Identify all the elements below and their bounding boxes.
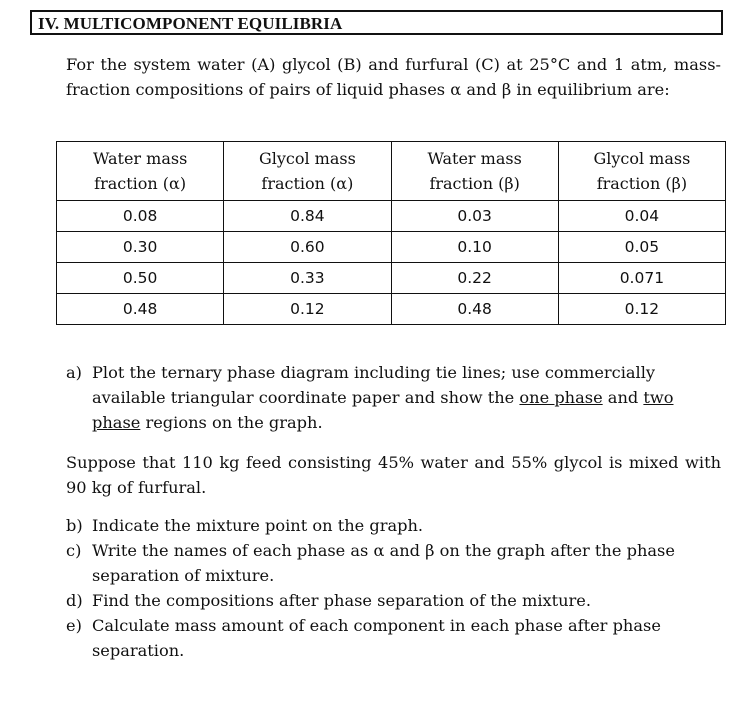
question-letter: d) — [66, 591, 83, 610]
table-cell: 0.071 — [558, 263, 725, 294]
question-a-text-2: and — [602, 388, 644, 407]
question-a-text-3: regions on the graph. — [140, 413, 323, 432]
equilibrium-table — [56, 141, 726, 325]
section-header — [30, 10, 723, 35]
question-item — [66, 588, 721, 613]
header-water-beta: Water mass fraction (β) — [391, 142, 558, 201]
table-cell: 0.12 — [224, 294, 391, 325]
question-letter: c) — [66, 541, 82, 560]
table-cell: 0.60 — [224, 232, 391, 263]
table-cell: 0.04 — [558, 201, 725, 232]
question-letter: a) — [66, 363, 82, 382]
table-cell: 0.22 — [391, 263, 558, 294]
question-letter: b) — [66, 516, 83, 535]
question-text: Calculate mass amount of each component in each phase after phase separation. — [92, 616, 661, 660]
table-cell: 0.12 — [558, 294, 725, 325]
question-item — [66, 613, 721, 663]
table-cell: 0.84 — [224, 201, 391, 232]
question-text: Write the names of each phase as α and β on the graph after the phase separation of mixture. — [92, 541, 675, 585]
question-letter: e) — [66, 616, 82, 635]
section-title: IV. MULTICOMPONENT EQUILIBRIA — [38, 14, 343, 33]
question-item — [66, 513, 721, 538]
intro-paragraph: For the system water (A) glycol (B) and furfural (C) at 25°C and 1 atm, mass-fraction compositions of pairs of liquid phases α and β in equilibrium are: — [66, 55, 721, 99]
table-cell: 0.10 — [391, 232, 558, 263]
question-a-item — [66, 360, 721, 435]
header-glycol-beta: Glycol mass fraction (β) — [558, 142, 725, 201]
header-glycol-alpha: Glycol mass fraction (α) — [224, 142, 391, 201]
table-row — [57, 232, 726, 263]
question-list — [66, 513, 721, 663]
table-header-row — [57, 142, 726, 201]
question-text: Find the compositions after phase separation of the mixture. — [92, 591, 592, 610]
question-a — [66, 360, 721, 435]
feed-paragraph: Suppose that 110 kg feed consisting 45% water and 55% glycol is mixed with 90 kg of furfural. — [66, 453, 721, 497]
table-cell: 0.48 — [391, 294, 558, 325]
table-row — [57, 294, 726, 325]
table-cell: 0.50 — [57, 263, 224, 294]
table-cell: 0.05 — [558, 232, 725, 263]
one-phase-term: one phase — [519, 388, 603, 407]
question-text: Indicate the mixture point on the graph. — [92, 516, 424, 535]
question-item — [66, 538, 721, 588]
table-cell: 0.33 — [224, 263, 391, 294]
table-cell: 0.48 — [57, 294, 224, 325]
two-phase-term: two phase — [92, 388, 674, 432]
table-cell: 0.08 — [57, 201, 224, 232]
question-a-text-1: Plot the ternary phase diagram including tie lines; use commercially available triangular coordinate paper and show the — [92, 363, 656, 407]
table-cell: 0.03 — [391, 201, 558, 232]
table-row — [57, 263, 726, 294]
table-row — [57, 201, 726, 232]
header-water-alpha: Water mass fraction (α) — [57, 142, 224, 201]
table-cell: 0.30 — [57, 232, 224, 263]
